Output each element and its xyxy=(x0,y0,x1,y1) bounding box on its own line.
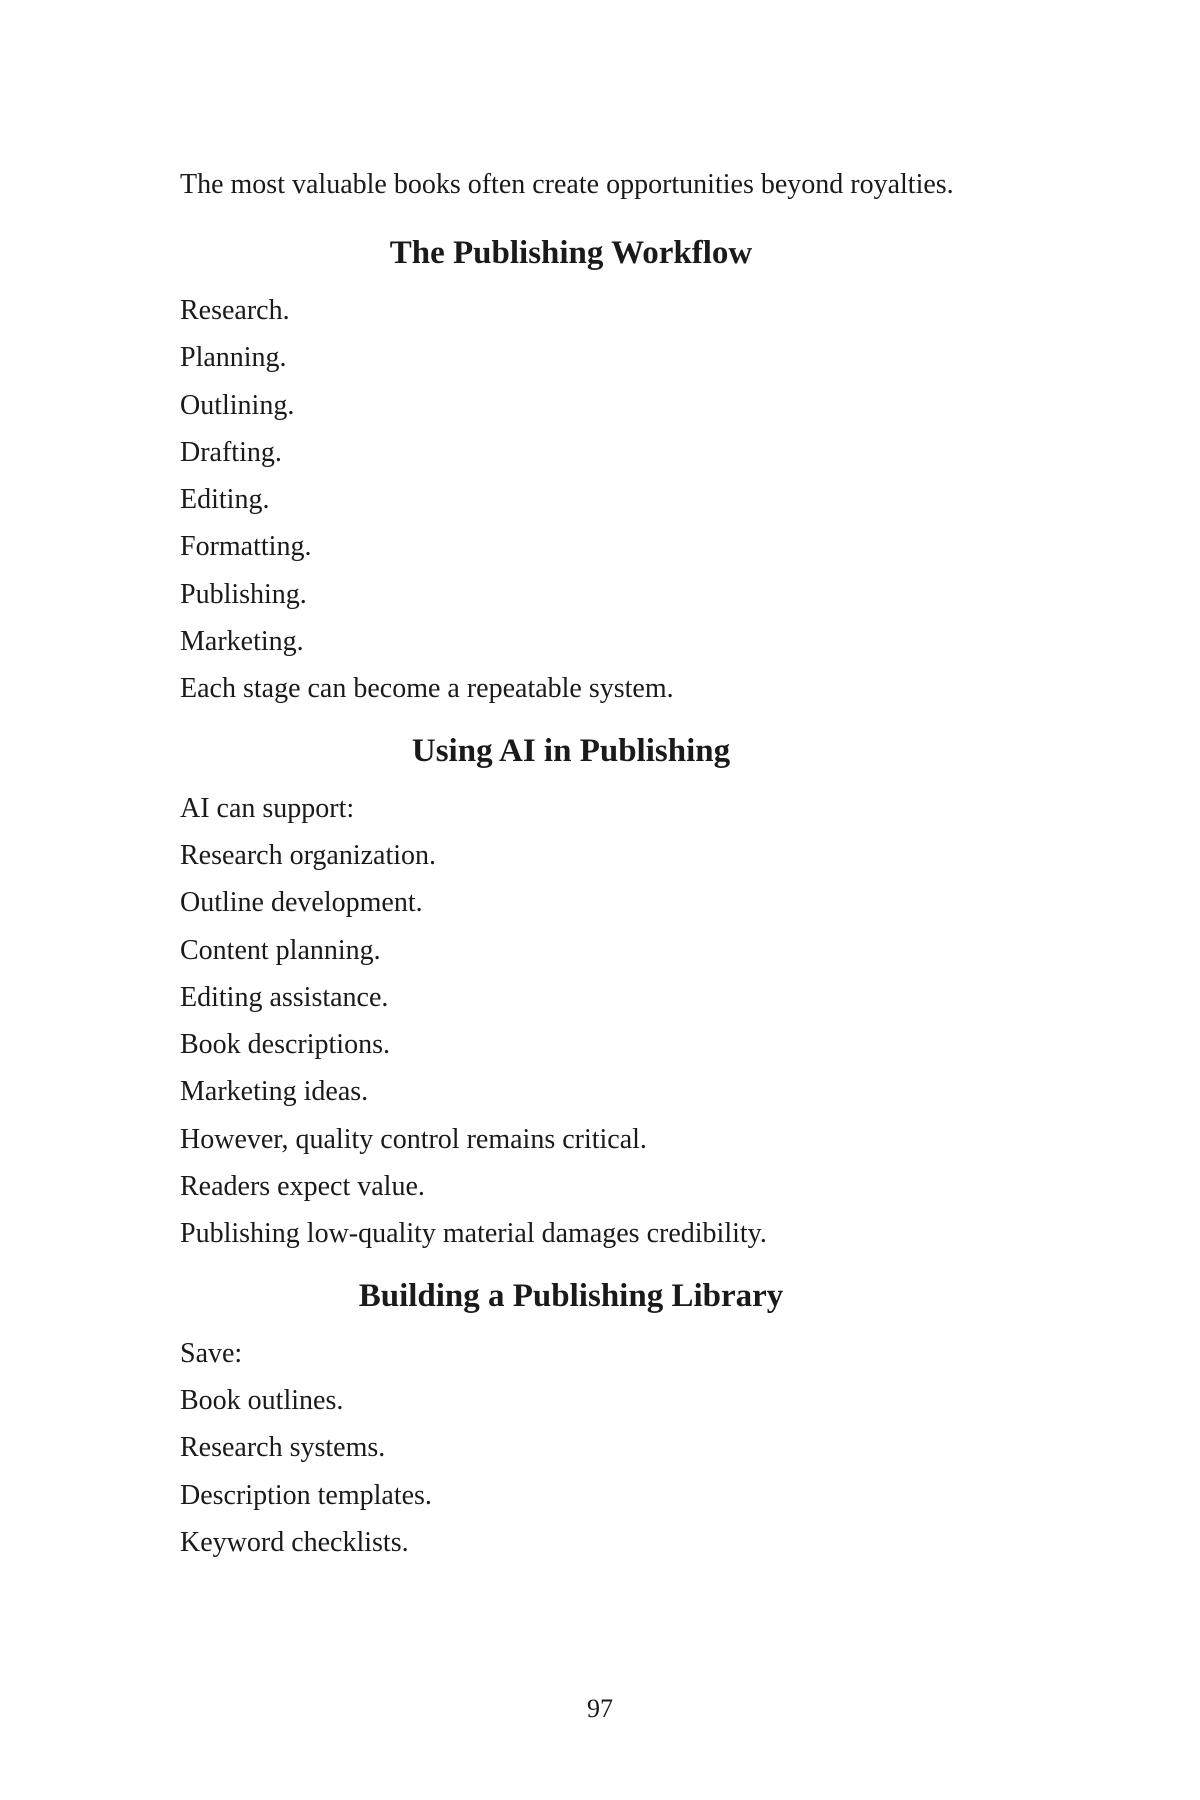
ai-line: Research organization. xyxy=(180,839,437,871)
library-line: Book outlines. xyxy=(180,1384,344,1416)
library-line: Research systems. xyxy=(180,1432,386,1464)
ai-line: Editing assistance. xyxy=(180,981,389,1013)
workflow-line: Formatting. xyxy=(180,531,312,563)
workflow-line: Each stage can become a repeatable system. xyxy=(180,673,674,705)
ai-line: Marketing ideas. xyxy=(180,1076,369,1108)
workflow-line: Planning. xyxy=(180,342,287,374)
page-number: 97 xyxy=(587,1694,613,1723)
section-heading: Using AI in Publishing xyxy=(411,732,731,769)
ai-line: Publishing low-quality material damages credibility. xyxy=(180,1218,767,1250)
ai-line: However, quality control remains critical. xyxy=(180,1123,647,1155)
workflow-line: Editing. xyxy=(180,484,270,516)
page-content xyxy=(140,165,1002,1584)
workflow-line: Publishing. xyxy=(180,578,307,610)
section-heading: Building a Publishing Library xyxy=(358,1277,784,1314)
library-line: Keyword checklists. xyxy=(180,1526,409,1558)
intro-paragraph: The most valuable books often create opportunities beyond royalties. xyxy=(180,169,954,200)
workflow-line: Drafting. xyxy=(180,436,282,468)
workflow-line: Outlining. xyxy=(180,389,295,421)
workflow-line: Marketing. xyxy=(180,626,304,658)
ai-line: Outline development. xyxy=(180,887,423,919)
section-publishing-workflow xyxy=(140,233,1002,713)
section-heading: The Publishing Workflow xyxy=(389,235,753,271)
section-publishing-library xyxy=(140,1276,1002,1566)
ai-line: AI can support: xyxy=(180,792,355,824)
ai-line: Book descriptions. xyxy=(180,1029,390,1061)
workflow-line: Research. xyxy=(180,295,290,326)
library-line: Save: xyxy=(180,1337,243,1369)
ai-line: Readers expect value. xyxy=(180,1171,425,1203)
section-using-ai xyxy=(140,731,1002,1258)
ai-line: Content planning. xyxy=(180,934,381,966)
library-line: Description templates. xyxy=(180,1479,432,1511)
